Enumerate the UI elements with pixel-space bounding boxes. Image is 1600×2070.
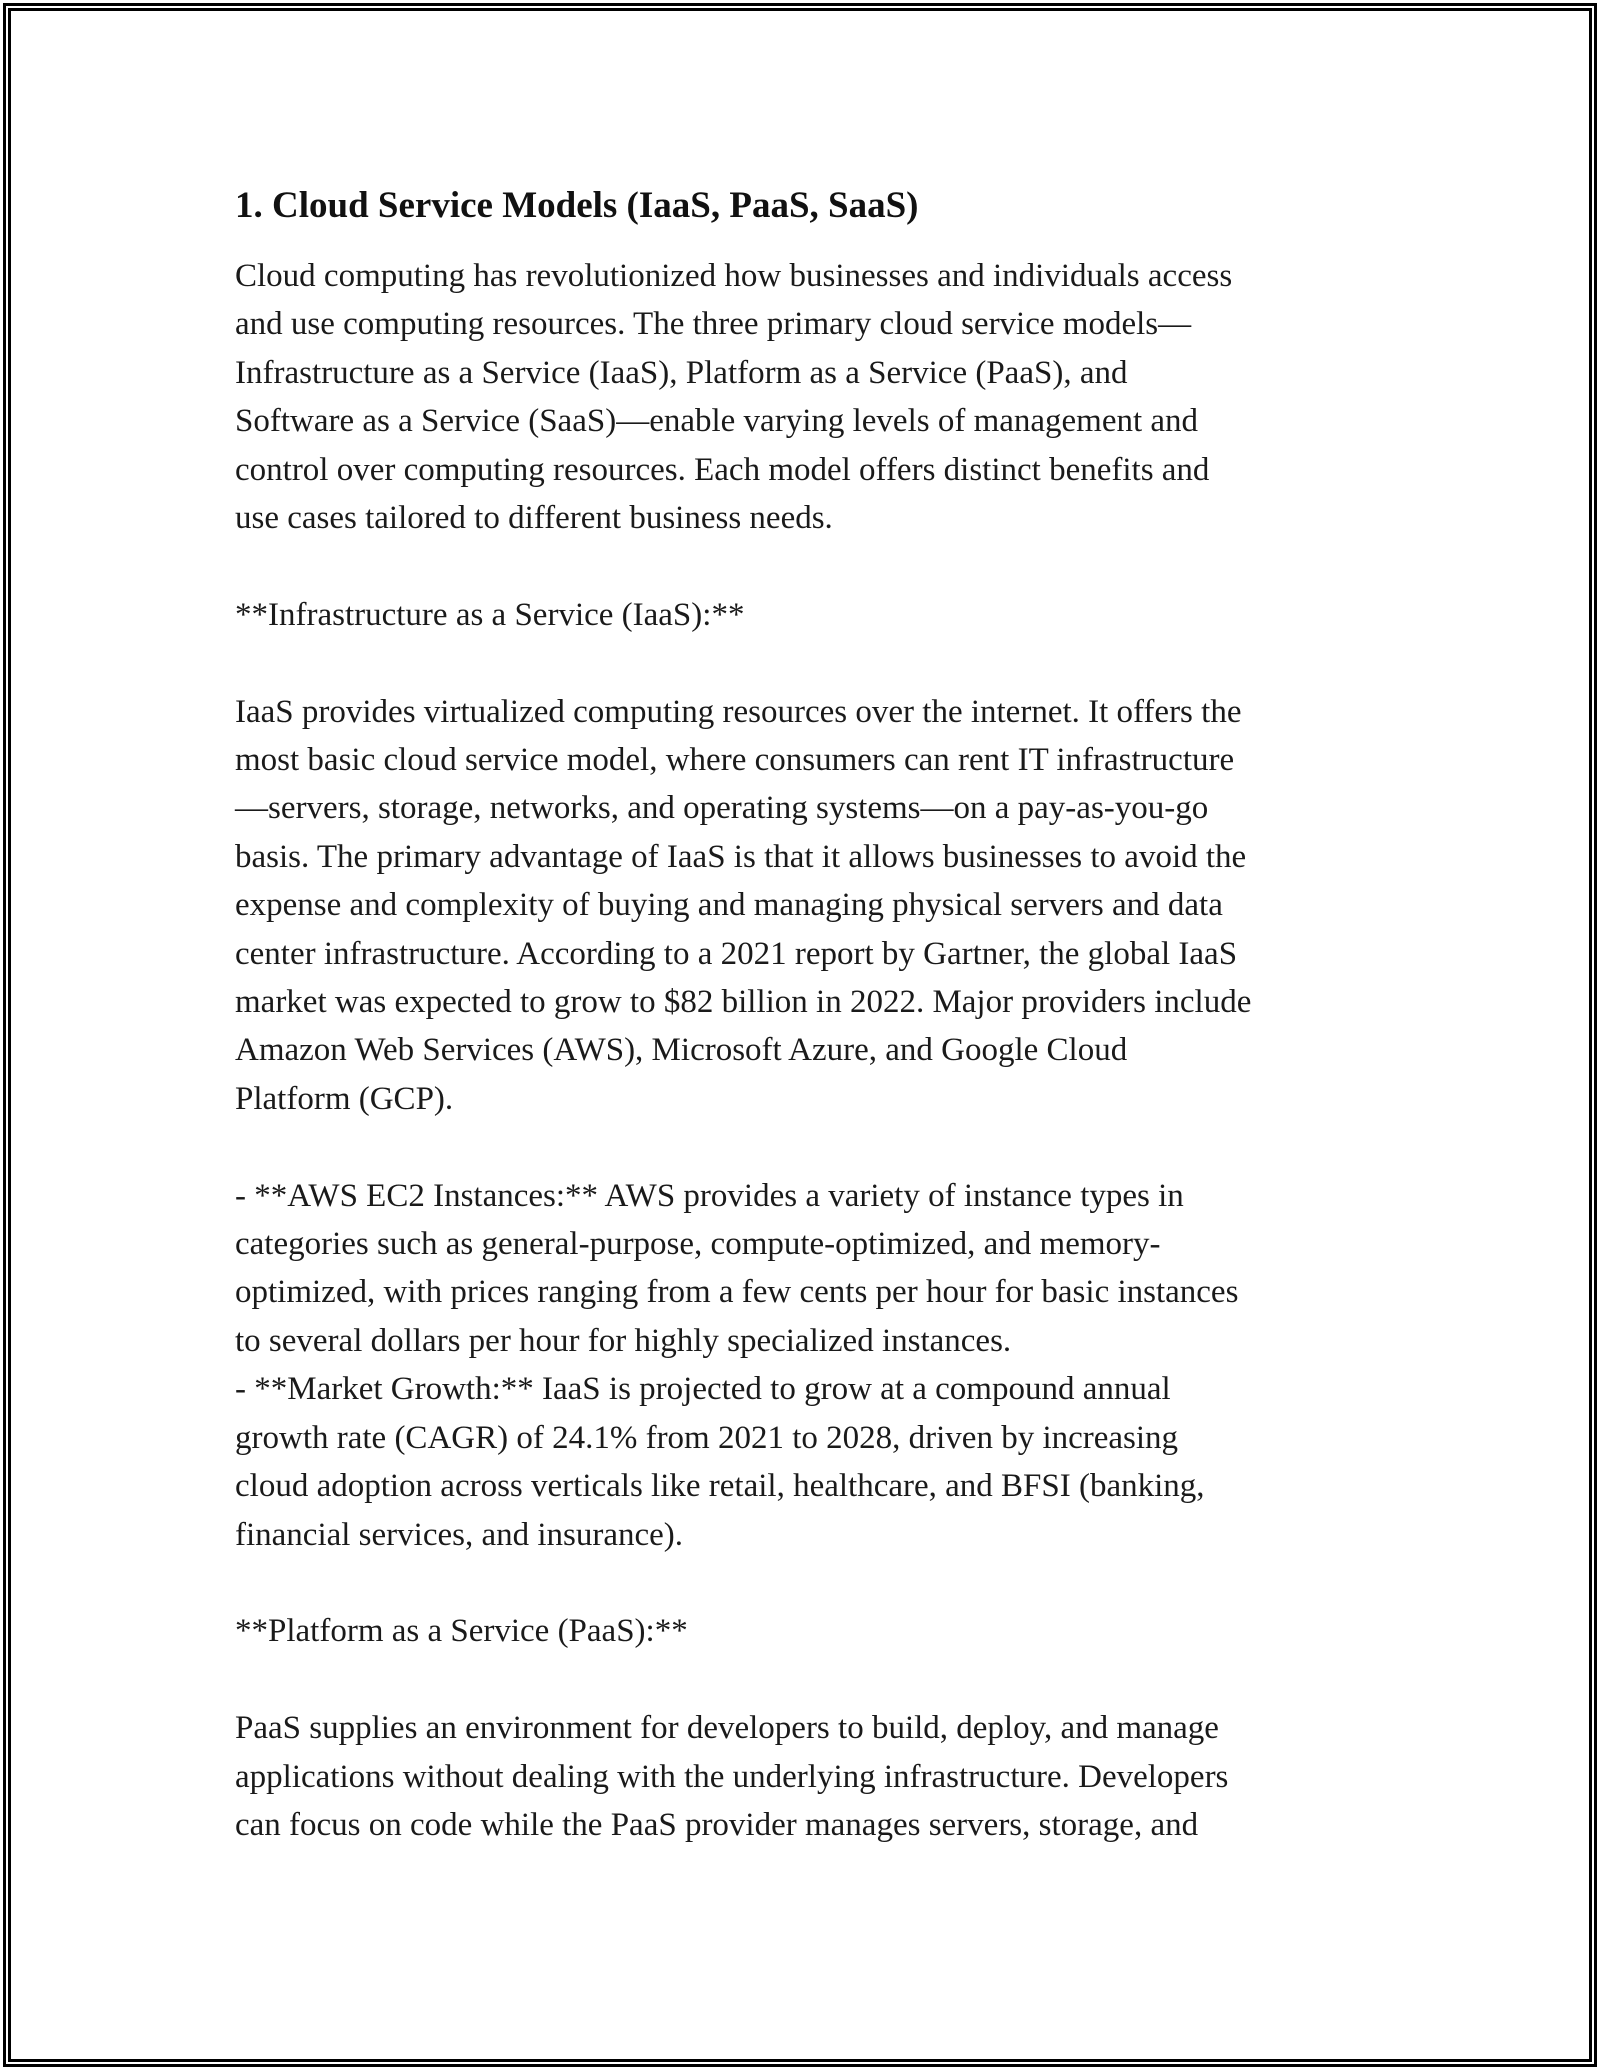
list-item-line: cloud adoption across verticals like retail, healthcare, and BFSI (banking, — [235, 1468, 1205, 1505]
iaas-paragraph — [235, 688, 1375, 1124]
list-item-line: growth rate (CAGR) of 24.1% from 2021 to 2028, driven by increasing — [235, 1419, 1179, 1456]
text-line: Infrastructure as a Service (IaaS), Platform as a Service (PaaS), and — [235, 354, 1128, 391]
paragraph-gap — [235, 1559, 1375, 1607]
text-line: Cloud computing has revolutionized how businesses and individuals access — [235, 258, 1233, 294]
text-line: use cases tailored to different business needs. — [235, 500, 833, 537]
paragraph-gap — [235, 1123, 1375, 1171]
iaas-subheading — [235, 591, 1375, 639]
paragraph-gap — [235, 542, 1375, 590]
paas-subheading — [235, 1607, 1375, 1655]
subheading-text: **Platform as a Service (PaaS):** — [235, 1613, 688, 1650]
list-item-line: - **Market Growth:** IaaS is projected to grow at a compound annual — [235, 1371, 1171, 1408]
section-heading: 1. Cloud Service Models (IaaS, PaaS, SaaS) — [235, 185, 919, 226]
list-item-line: optimized, with prices ranging from a few cents per hour for basic instances — [235, 1274, 1239, 1311]
text-line: market was expected to grow to $82 billion in 2022. Major providers include — [235, 984, 1252, 1021]
text-line: can focus on code while the PaaS provider manages servers, storage, and — [235, 1806, 1199, 1843]
list-item-line: - **AWS EC2 Instances:** AWS provides a variety of instance types in — [235, 1177, 1184, 1214]
text-line: PaaS supplies an environment for developers to build, deploy, and manage — [235, 1710, 1219, 1747]
text-line: applications without dealing with the underlying infrastructure. Developers — [235, 1758, 1229, 1795]
list-item-line: financial services, and insurance). — [235, 1516, 684, 1553]
subheading-text: **Infrastructure as a Service (IaaS):** — [235, 596, 745, 633]
text-line: basis. The primary advantage of IaaS is that it allows businesses to avoid the — [235, 838, 1247, 875]
text-line: IaaS provides virtualized computing resources over the internet. It offers the — [235, 693, 1242, 730]
text-line: —servers, storage, networks, and operating systems—on a pay-as-you-go — [235, 790, 1209, 827]
paragraph-gap — [235, 639, 1375, 687]
text-line: expense and complexity of buying and managing physical servers and data — [235, 887, 1223, 924]
text-line: center infrastructure. According to a 2021 report by Gartner, the global IaaS — [235, 935, 1238, 972]
text-line: Software as a Service (SaaS)—enable varying levels of management and — [235, 403, 1199, 440]
text-line: most basic cloud service model, where consumers can rent IT infrastructure — [235, 742, 1235, 779]
paragraph-gap — [235, 1656, 1375, 1704]
list-item-line: categories such as general-purpose, compute-optimized, and memory- — [235, 1226, 1161, 1263]
text-line: control over computing resources. Each model offers distinct benefits and — [235, 451, 1210, 488]
text-line: and use computing resources. The three primary cloud service models— — [235, 306, 1192, 343]
paas-paragraph — [235, 1704, 1375, 1849]
document-page — [235, 182, 1375, 1849]
text-line: Amazon Web Services (AWS), Microsoft Azure, and Google Cloud — [235, 1032, 1128, 1069]
list-item-line: to several dollars per hour for highly specialized instances. — [235, 1322, 1012, 1359]
iaas-bullet-list — [235, 1172, 1375, 1559]
intro-paragraph — [235, 252, 1375, 542]
text-line: Platform (GCP). — [235, 1080, 454, 1117]
